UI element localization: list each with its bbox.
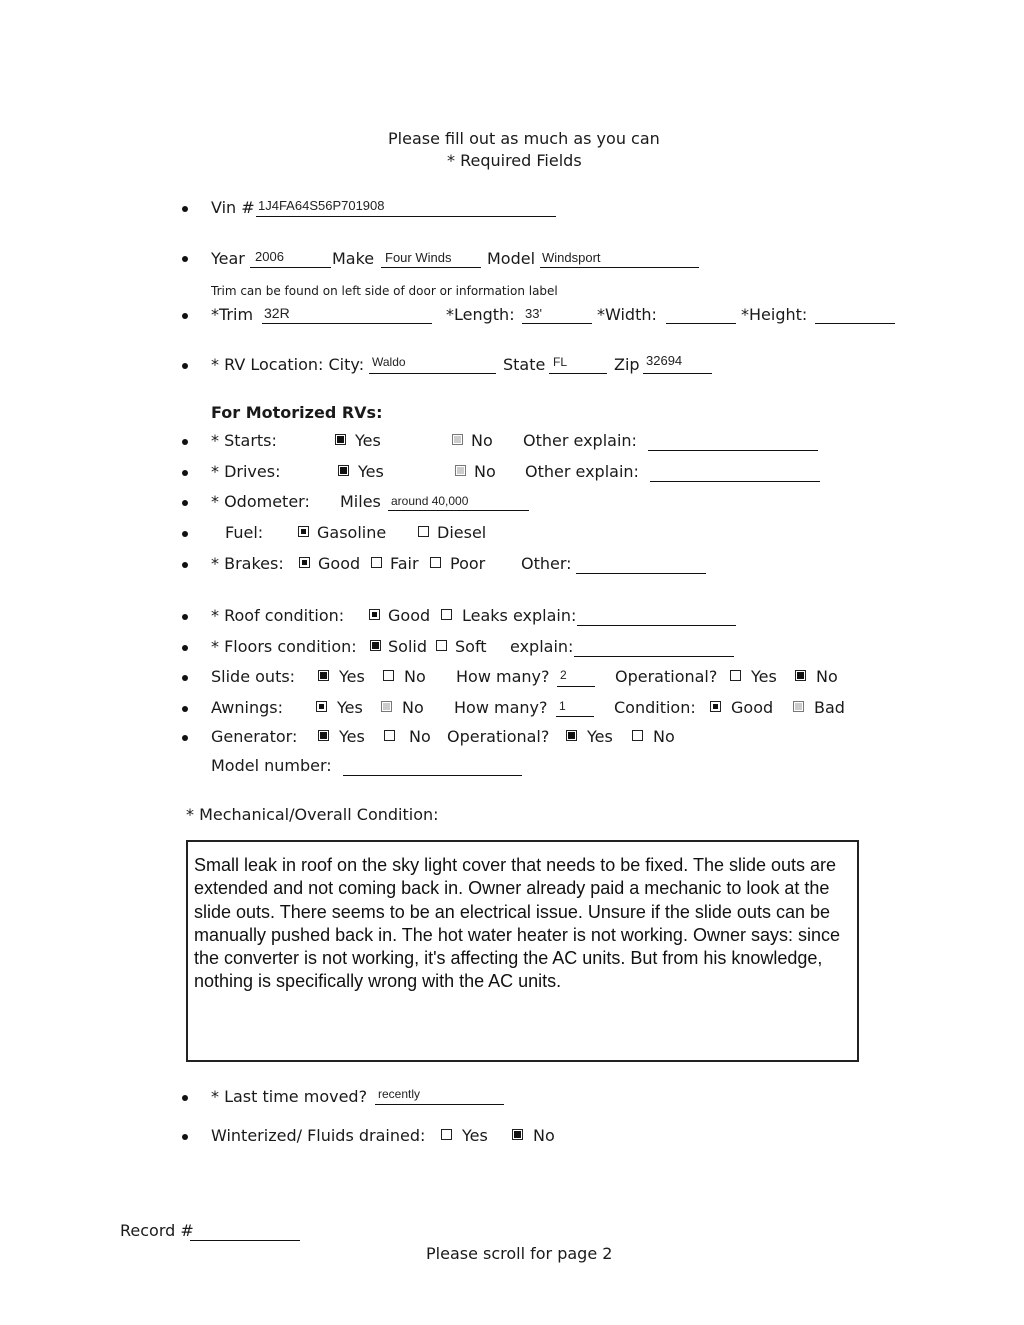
height-underline [815,323,895,324]
gasoline-checkbox[interactable] [298,526,309,537]
generator-operational-label: Operational? [447,727,550,746]
floors-explain-field[interactable] [574,656,734,657]
slide-op-yes-checkbox[interactable] [730,670,741,681]
floors-solid-checkbox[interactable] [370,640,381,651]
vin-underline [256,216,556,217]
state-underline [549,373,607,374]
slide-count-underline [557,686,595,687]
starts-no-checkbox[interactable] [452,434,463,445]
motorized-heading: For Motorized RVs: [211,403,383,422]
generator-op-no-label: No [653,727,675,746]
winterized-no-checkbox[interactable] [512,1129,523,1140]
winterized-yes-checkbox[interactable] [441,1129,452,1140]
brakes-fair-checkbox[interactable] [371,557,382,568]
generator-no-checkbox[interactable] [384,730,395,741]
trim-underline [262,323,432,324]
bullet [182,363,188,369]
trim-label: *Trim [211,305,254,324]
generator-op-yes-label: Yes [587,727,613,746]
last-moved-field[interactable]: recently [378,1087,421,1101]
awnings-count-field[interactable]: 1 [559,699,566,713]
record-field[interactable] [190,1240,300,1241]
bullet [182,1134,188,1140]
generator-yes-checkbox[interactable] [318,730,329,741]
odometer-label: * Odometer: [211,492,310,511]
year-label: Year [211,249,245,268]
mechanical-text: Small leak in roof on the sky light cover that needs to be fixed. The slide outs are extended and not coming back in. Owner already paid a mechanic to look at the slide outs. There seems to be an electrical issue. Unsure if the slide outs can be manually pushed back in. The hot water heater is not working. Owner says: since the converter is not working, it's affecting the AC units. But from his knowledge, nothing is specifically wrong with the AC units. [194,855,840,992]
awnings-bad-label: Bad [814,698,845,717]
awnings-good-label: Good [731,698,774,717]
generator-no-label: No [409,727,431,746]
year-field[interactable]: 2006 [255,249,284,264]
starts-yes-label: Yes [355,431,381,450]
starts-other-label: Other explain: [523,431,637,450]
diesel-label: Diesel [437,523,487,542]
roof-good-checkbox[interactable] [369,609,380,620]
brakes-other-field[interactable] [576,573,706,574]
roof-leaks-label: Leaks explain: [462,606,577,625]
bullet [182,439,188,445]
header-line-1: Please fill out as much as you can [388,129,660,148]
awnings-count-underline [556,716,594,717]
city-field[interactable]: Waldo [372,355,406,369]
slide-op-no-label: No [816,667,838,686]
floors-label: * Floors condition: [211,637,357,656]
awnings-label: Awnings: [211,698,283,717]
zip-label: Zip [614,355,640,374]
vin-label: Vin # [211,198,255,217]
awnings-no-label: No [402,698,424,717]
drives-yes-label: Yes [358,462,384,481]
generator-yes-label: Yes [339,727,365,746]
width-underline [666,323,736,324]
generator-op-yes-checkbox[interactable] [566,730,577,741]
roof-good-label: Good [388,606,431,625]
width-label: *Width: [597,305,657,324]
awnings-yes-label: Yes [337,698,363,717]
bullet [182,500,188,506]
make-underline [381,267,481,268]
generator-op-no-checkbox[interactable] [632,730,643,741]
year-underline [250,267,331,268]
make-field[interactable]: Four Winds [385,250,452,265]
length-field[interactable]: 33' [525,306,542,321]
starts-other-field[interactable] [648,450,818,451]
state-label: State [503,355,546,374]
model-number-field[interactable] [343,775,522,776]
city-label: * RV Location: City: [211,355,365,374]
floors-soft-checkbox[interactable] [436,640,447,651]
zip-underline [643,373,712,374]
miles-label: Miles [340,492,381,511]
state-field[interactable]: FL [553,355,568,369]
bullet [182,470,188,476]
length-underline [522,323,592,324]
starts-label: * Starts: [211,431,277,450]
fuel-label: Fuel: [225,523,264,542]
floors-solid-label: Solid [388,637,427,656]
mechanical-label: * Mechanical/Overall Condition: [186,805,439,824]
drives-yes-checkbox[interactable] [338,465,349,476]
bullet [182,1095,188,1101]
bullet [182,675,188,681]
bullet [182,735,188,741]
slide-op-yes-label: Yes [751,667,777,686]
starts-no-label: No [471,431,493,450]
vin-field[interactable]: 1J4FA64S56P701908 [258,198,385,213]
slide-no-label: No [404,667,426,686]
awnings-no-checkbox[interactable] [381,701,392,712]
brakes-good-label: Good [318,554,361,573]
miles-underline [388,510,529,511]
slide-op-no-checkbox[interactable] [795,670,806,681]
last-moved-label: * Last time moved? [211,1087,368,1106]
scroll-note: Please scroll for page 2 [426,1244,613,1263]
slide-no-checkbox[interactable] [383,670,394,681]
drives-no-label: No [474,462,496,481]
mechanical-textarea[interactable] [186,840,859,1062]
awnings-condition-label: Condition: [614,698,696,717]
slide-how-many-label: How many? [456,667,550,686]
header-line-2: * Required Fields [447,151,582,170]
awnings-good-checkbox[interactable] [710,701,721,712]
make-label: Make [332,249,375,268]
model-field[interactable]: Windsport [542,250,601,265]
slide-outs-label: Slide outs: [211,667,296,686]
city-underline [369,373,496,374]
awnings-how-many-label: How many? [454,698,548,717]
gasoline-label: Gasoline [317,523,387,542]
brakes-fair-label: Fair [390,554,419,573]
brakes-other-label: Other: [521,554,572,573]
winterized-yes-label: Yes [462,1126,488,1145]
starts-yes-checkbox[interactable] [335,434,346,445]
brakes-poor-label: Poor [450,554,486,573]
awnings-yes-checkbox[interactable] [316,701,327,712]
floors-soft-label: Soft [455,637,487,656]
length-label: *Length: [446,305,515,324]
drives-label: * Drives: [211,462,281,481]
roof-explain-field[interactable] [577,625,736,626]
model-underline [540,267,699,268]
trim-note: Trim can be found on left side of door or information label [211,284,558,298]
slide-yes-checkbox[interactable] [318,670,329,681]
drives-other-label: Other explain: [525,462,639,481]
bullet [182,706,188,712]
bullet [182,531,188,537]
roof-label: * Roof condition: [211,606,345,625]
bullet [182,614,188,620]
model-number-label: Model number: [211,756,332,775]
brakes-poor-checkbox[interactable] [430,557,441,568]
bullet [182,206,188,212]
winterized-no-label: No [533,1126,555,1145]
slide-operational-label: Operational? [615,667,718,686]
record-label: Record # [120,1221,194,1240]
slide-count-field[interactable]: 2 [560,668,567,682]
last-moved-underline [375,1104,504,1105]
slide-yes-label: Yes [339,667,365,686]
miles-field[interactable]: around 40,000 [391,494,469,508]
bullet [182,645,188,651]
brakes-label: * Brakes: [211,554,284,573]
drives-no-checkbox[interactable] [455,465,466,476]
awnings-bad-checkbox[interactable] [793,701,804,712]
winterized-label: Winterized/ Fluids drained: [211,1126,426,1145]
generator-label: Generator: [211,727,298,746]
zip-field[interactable]: 32694 [646,353,683,368]
model-label: Model [487,249,536,268]
roof-leaks-checkbox[interactable] [441,609,452,620]
bullet [182,562,188,568]
bullet [182,256,188,262]
trim-field[interactable]: 32R [264,305,290,321]
diesel-checkbox[interactable] [418,526,429,537]
bullet [182,313,188,319]
drives-other-field[interactable] [650,481,820,482]
height-label: *Height: [741,305,808,324]
floors-explain-label: explain: [510,637,574,656]
brakes-good-checkbox[interactable] [299,557,310,568]
